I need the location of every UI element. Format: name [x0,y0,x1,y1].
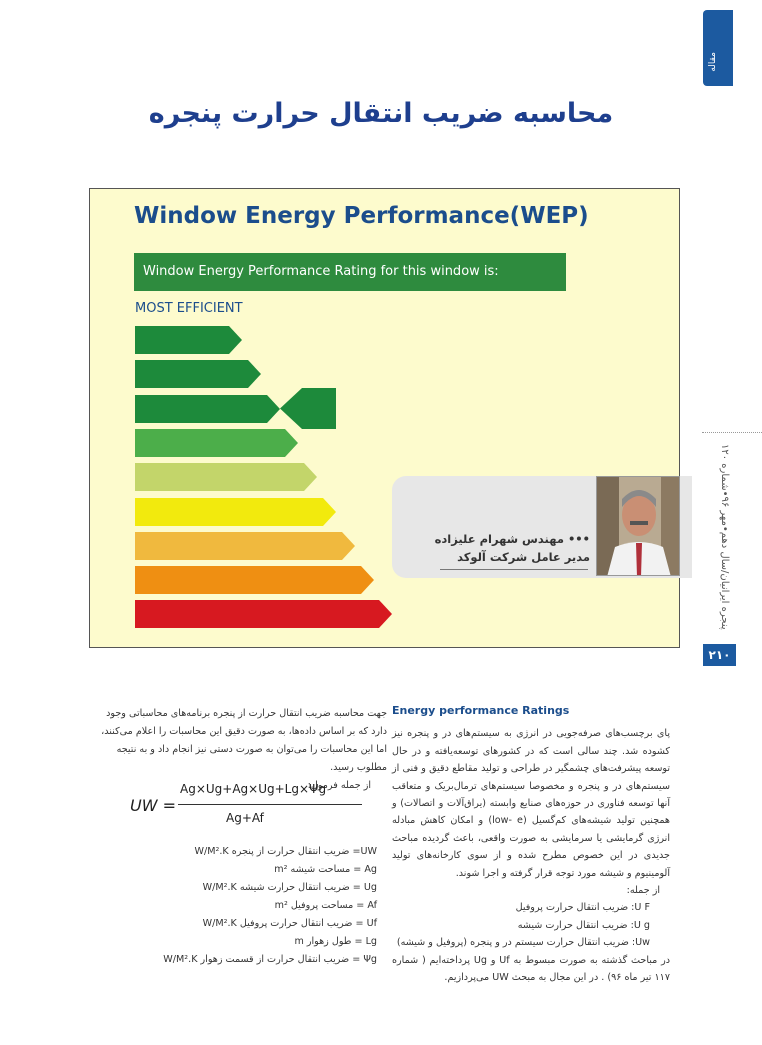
energy-band-4 [135,429,298,457]
author-role: مدیر عامل شرکت آلوکد [457,550,590,564]
energy-band-2 [135,360,261,388]
definition-item: Lg = طول زهوار m [294,936,377,947]
sidebar-divider [702,432,762,433]
formula-fraction-bar [178,804,362,805]
page-number: ۲۱۰ [703,644,736,666]
uw-formula [130,782,390,830]
most-efficient-label: MOST EFFICIENT [135,301,243,316]
section-heading: Energy performance Ratings [392,704,570,717]
formula-intro: از جمله فرمول: [307,780,371,791]
list-item: U g: ضریب انتقال حرارت شیشه [517,919,650,931]
left-intro: جهت محاسبه ضریب انتقال حرارت از پنجره برنامه‌های محاسباتی وجود دارد که بر اساس داده‌ها، به صورت دقیق این محاسبات را اعلام می‌کنند، اما این محاسبات را می‌توان به صورت دستی نیز انجام داد و به نتیجه مطلوب رسید. [101,708,387,773]
formula-numerator: Ag×Ug+Ag×Ug+Lg×Ψg [180,782,327,796]
section-tab-label: مقاله [708,52,718,72]
list-intro: از جمله: [626,885,660,897]
author-name: ••• مهندس شهرام علیزاده [434,532,590,546]
right-column [392,702,670,987]
energy-band-8 [135,566,374,594]
energy-band-3 [135,395,280,423]
article-title: محاسبه ضریب انتقال حرارت پنجره [148,98,614,129]
wep-panel [89,188,680,648]
definition-item: Uf = ضریب انتقال حرارت پروفیل W/M².K [202,918,377,929]
energy-band-9 [135,600,392,628]
issue-info: پنجره ایرانیان/سال دهم•مهر ۹۶•شماره ۱۲۰ [719,444,730,630]
energy-band-1 [135,326,242,354]
definition-item: UW= ضریب انتقال حرارت از پنجره W/M².K [194,846,377,857]
energy-band-7 [135,532,355,560]
formula-denominator: Ag+Af [226,811,264,825]
definition-item: Ug = ضریب انتقال حرارت شیشه W/M².K [202,882,377,893]
rating-bar: Window Energy Performance Rating for this window is: [134,253,566,291]
section-tab [703,10,733,86]
definition-item: Af = مساحت پروفیل m² [274,900,377,911]
energy-band-5 [135,463,317,491]
author-photo [596,476,680,576]
author-profile [392,476,692,578]
energy-band-6 [135,498,336,526]
formula-lhs: UW = [130,796,177,815]
definition-item: Ψg = ضریب انتقال حرارت از قسمت زهوار W/M².K [163,954,377,965]
formula-definitions [140,843,377,969]
definition-item: Ag = مساحت شیشه m² [274,864,377,875]
list-item: Uw: ضریب انتقال حرارت سیستم در و پنجره (پروفیل و شیشه) [396,937,650,949]
list-item: U F: ضریب انتقال حرارت پروفیل [515,902,650,914]
body-paragraph: پای برچسب‌های صرفه‌جویی در انرژی به سیستم‌های در و پنجره نیز کشوده شد. چند سالی است که در کشورهای توسعه‌یافته و در حال توسعه پیشرفت‌های چشمگیر در طراحی و تولید مقاطع دقیق و فنی از سیستم‌های در و پنجره و مخصوصا سیستم‌های ترمال‌بریک و متعاقب آنها توسعه فناوری در حوزه‌های صنایع وابسته (یراق‌آلات و اتصالات) و همچنین تولید شیشه‌های کم‌گسیل (low- e) و امکان کاهش مبادله انرژی گرمایشی یا سرمایشی به صورت واقعی، باعث گردیده مباحث جدیدی در این خصوص مطرح شده و از سوی کارخانه‌های تولید آلومینیوم و شیشه مورد توجه قرار گرفته و اجرا شوند. [392,728,670,879]
wep-title: Window Energy Performance(WEP) [134,203,589,229]
rating-marker [280,388,336,429]
closing-paragraph: در مباحث گذشته به صورت مبسوط به Uf و Ug پرداخته‌ایم ( شماره ۱۱۷ تیر ماه ۹۶) . در این مجال به مبحث UW می‌پردازیم. [392,954,671,984]
profile-divider [440,569,588,570]
